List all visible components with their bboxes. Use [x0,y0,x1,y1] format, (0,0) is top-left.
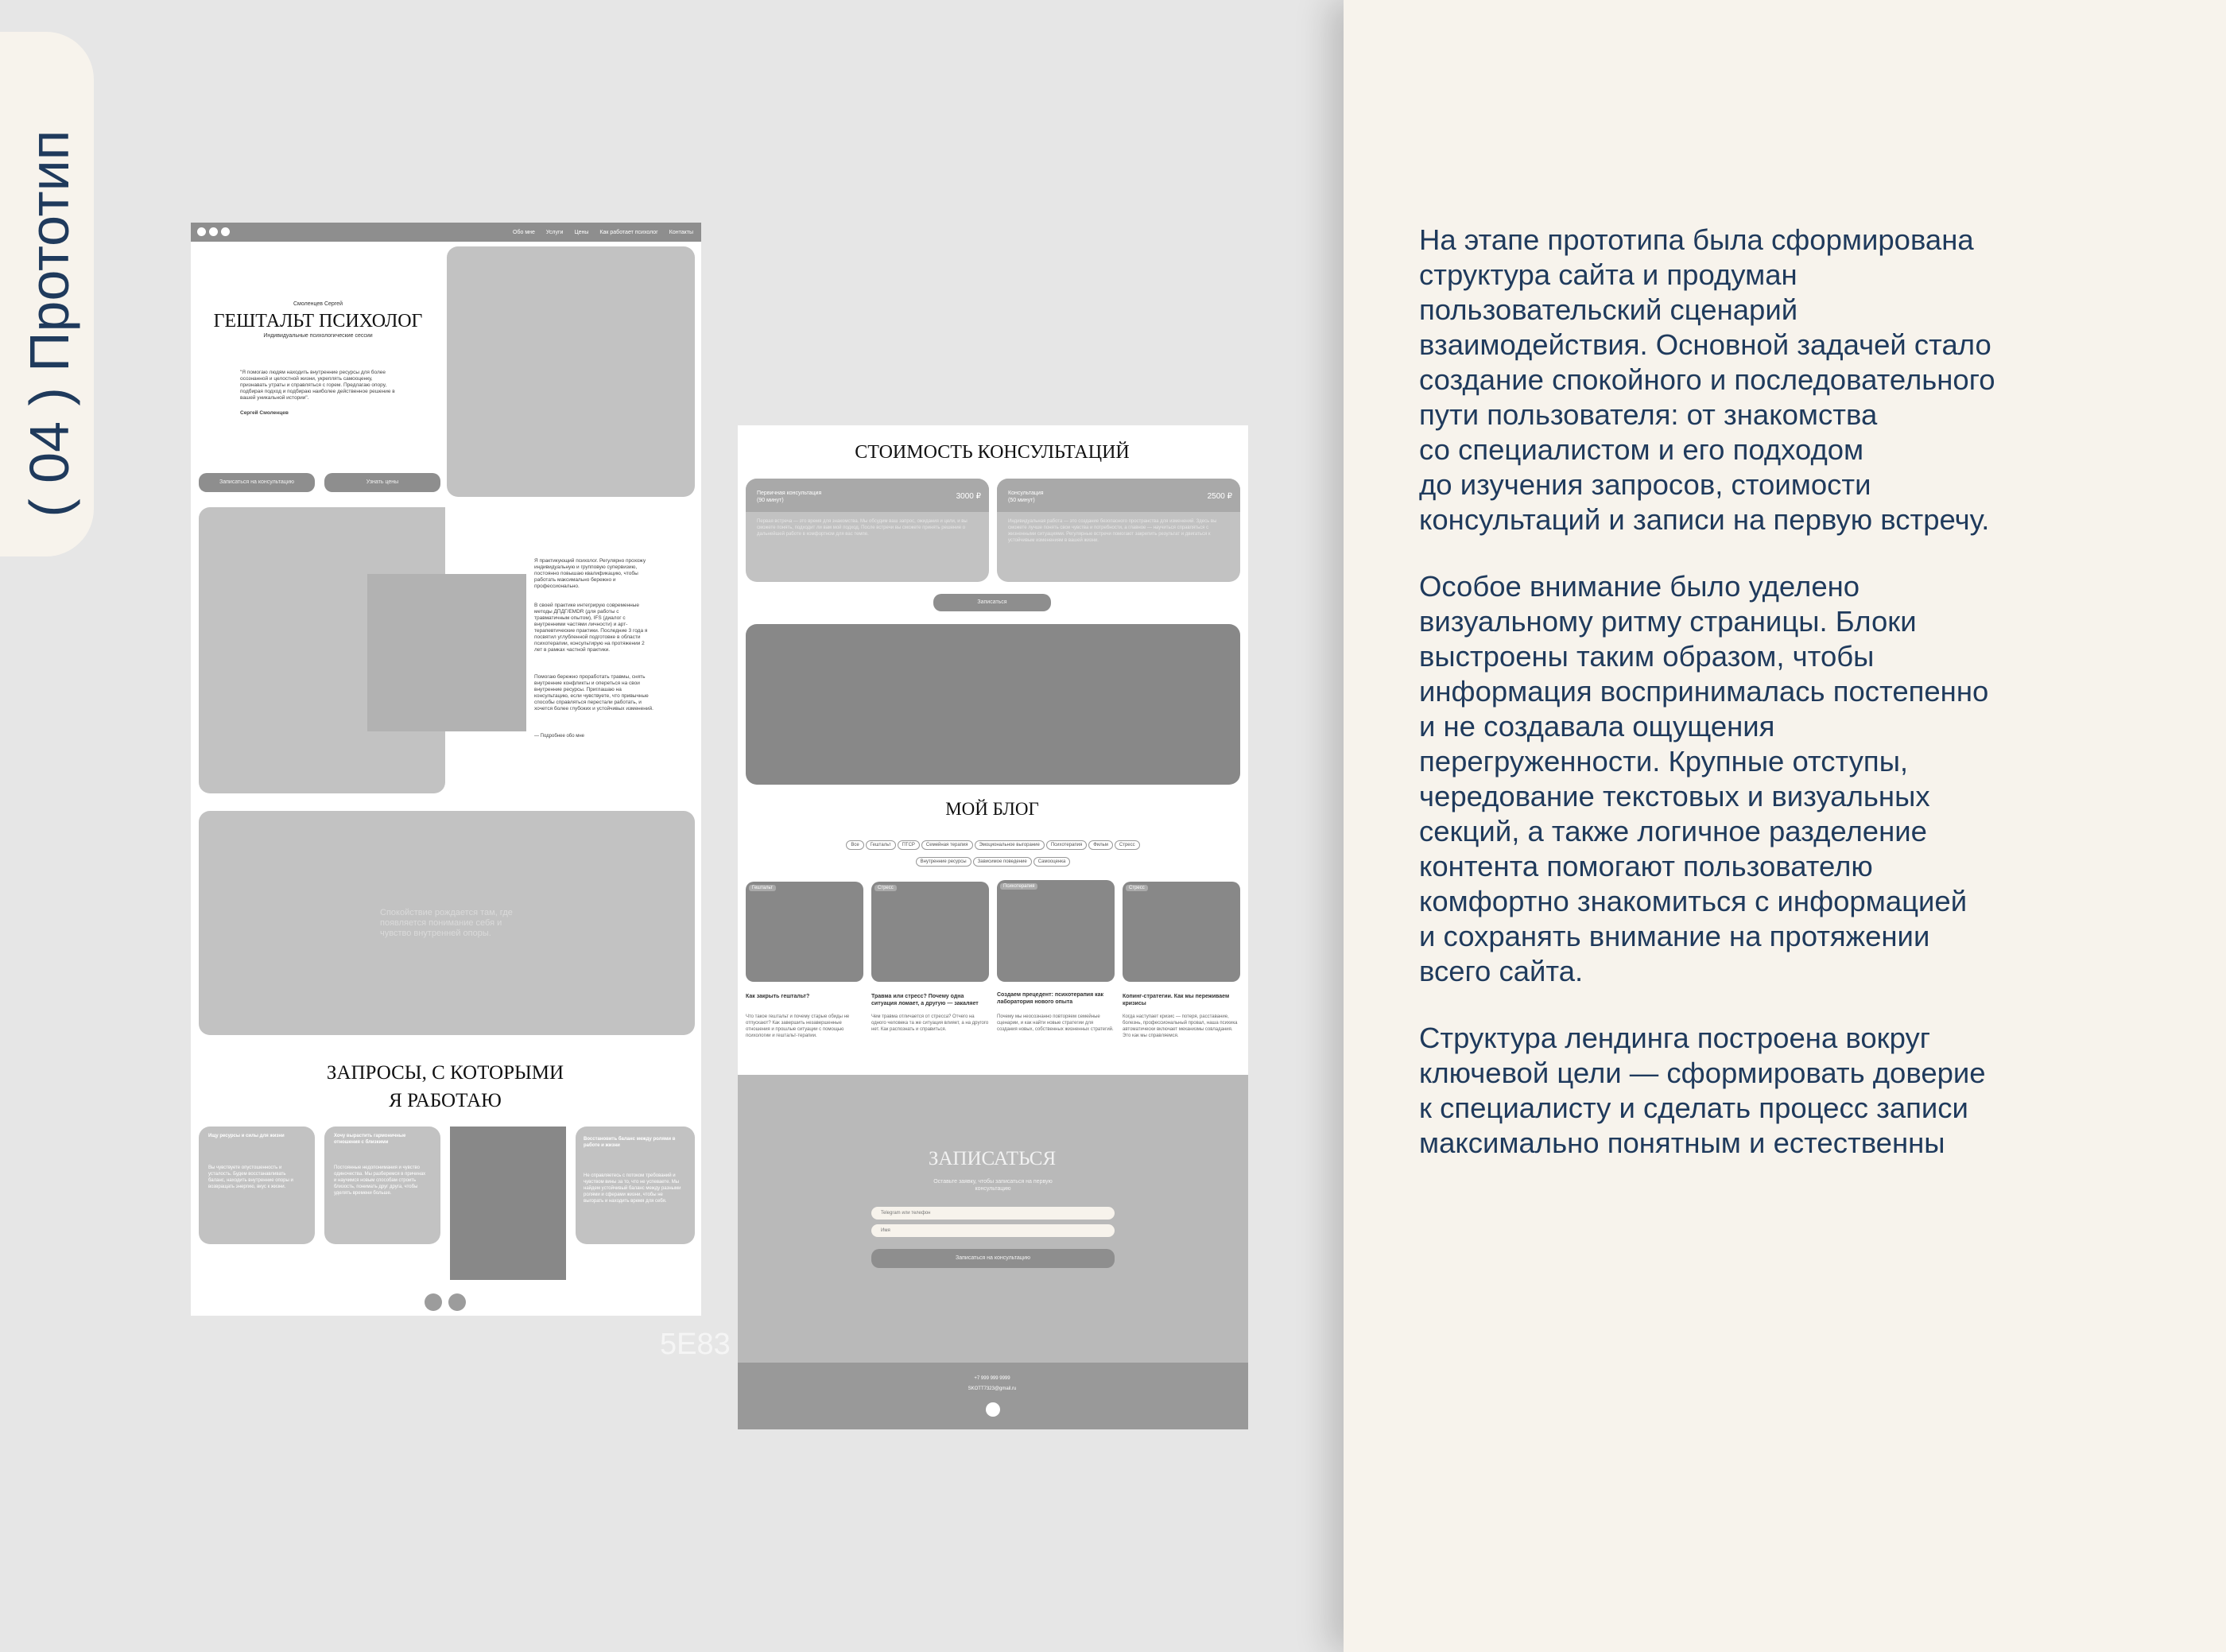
price-card-price: 2500 ₽ [1207,492,1232,501]
footer-email[interactable]: SKOTT7323@gmail.ru [968,1386,1017,1391]
nav-link-how[interactable]: Как работает психолог [599,229,658,235]
requests-title-line2: Я РАБОТАЮ [389,1090,502,1111]
request-image-placeholder [450,1127,566,1280]
description-paragraph-3: Структура лендинга построена вокруг ключевой цели — сформировать доверие к специалисту и сделать процесс записи максимально понятным и естественны [1419,1022,1986,1159]
price-card-duration: (90 минут) [757,498,784,503]
pricing-book-button[interactable]: Записаться [933,594,1051,611]
about-paragraph-2: В своей практике интегрирую современные методы ДПДГ/EMDR (для работы с травматичным опытом), IFS (диалог с внутренними частями личности) и арт-терапевтические практики. Последние 3 года я посвятил углубленной подготовке в области психотерапии, консультирую на протяжении 2 лет в рамках частной практики. [534,603,648,653]
carousel-prev-button[interactable] [425,1293,442,1311]
price-card-text: Первая встреча — это время для знакомства. Мы обсудим ваш запрос, ожидания и цели, и вы сможете понять, подходит ли вам мой подход. После встречи вы сможете принять решение о дальнейшей работе в комфортном для вас темпе. [757,519,968,537]
price-card-name: Консультация [1008,491,1044,496]
signup-submit-button[interactable]: Записаться на консультацию [871,1249,1115,1268]
blog-post-text: Чем травма отличается от стресса? Отчего на одного человека та же ситуация влияет, а на другого нет. Как распознать и справиться. [871,1014,989,1032]
blog-post-title[interactable]: Копинг-стратегии. Как мы переживаем кризисы [1123,994,1230,1006]
carousel-next-button[interactable] [448,1293,466,1311]
section-label: ( 04 ) Прототип [18,130,80,518]
hero-quote: "Я помогаю людям находить внутренние ресурсы для более осознанной и целостной жизни, укреплять самооценку, признавать утраты и справляться с горем. Предлагаю опору, подбирая подход и подбираю наиболее действенное решение в вашей уникальной истории". [240,370,395,401]
hero-prices-button[interactable]: Узнать цены [324,473,440,492]
blog-tag[interactable]: Самооценка [1034,857,1071,867]
blog-post-label: Психотерапия [1000,883,1037,890]
blog-post-image[interactable] [746,882,863,982]
blog-tag[interactable]: Внутренние ресурсы [916,857,971,867]
blog-post-text: Что такое гештальт и почему старые обиды не отпускают? Как завершить незавершенные отношения и прошлые ситуации с помощью психологии и гештальт-терапии. [746,1014,850,1038]
banner-text: Спокойствие рождается там, где появляется понимание себя и чувство внутренней опоры. [380,908,513,938]
price-card-price: 3000 ₽ [956,492,981,501]
price-card [997,479,1240,582]
blog-post-label: Стресс [1126,885,1148,891]
about-paragraph-3: Помогаю бережно проработать травмы, снять внутренние конфликты и опереться на свои внутренние ресурсы. Приглашаю на консультацию, если чувствуете, что привычные способы справляться перестали работать, и хочется более глубоких и устойчивых изменений. [534,674,653,712]
footer-phone[interactable]: +7 999 999 9999 [974,1376,1010,1381]
blog-post-title[interactable]: Создаем прецедент: психотерапия как лаборатория нового опыта [997,992,1104,1005]
blog-tag[interactable]: Стресс [1115,840,1140,850]
signup-title: ЗАПИСАТЬСЯ [928,1148,1057,1169]
nav-link-contacts[interactable]: Контакты [669,229,693,235]
prototype-page-1 [191,223,701,1316]
nav-link-about[interactable]: Обо мне [513,229,535,235]
about-paragraph-1: Я практикующий психолог. Регулярно прохожу индивидуальную и групповую супервизию, постоянно повышаю квалификацию, чтобы работать максимально бережно и профессионально. [534,558,646,589]
blog-title: МОЙ БЛОГ [945,799,1039,819]
mock-navbar [191,223,701,242]
request-card-title: Хочу вырастить гармоничные отношения с близкими [334,1134,406,1145]
request-card[interactable] [324,1127,440,1244]
hero-subtitle: Индивидуальные психологические сессии [263,333,373,339]
pricing-title: СТОИМОСТЬ КОНСУЛЬТАЦИЙ [855,442,1130,463]
request-card[interactable] [576,1127,695,1244]
hero-image-placeholder [447,246,695,497]
blog-tag[interactable]: Психотерапия [1046,840,1087,850]
request-card-text: Не справляетесь с потоком требований и чувством вины за то, что не успеваете. Мы найдем устойчивый баланс между разными ролями и сферами жизни, чтобы не выгорать и находить время для себя. [584,1173,681,1204]
blog-post-text: Почему мы неосознанно повторяем семейные сценарии, и как найти новые стратегии для создания новых, собственных жизненных стратегий. [997,1014,1114,1032]
price-card-text: Индивидуальная работа — это создание безопасного пространства для изменений. Здесь вы сможете лучше понять свои чувства и потребности, а главное — научиться справляться с жизненными ситуациями. Регулярные встречи помогают закрепить результат и двигаться к устойчивым изменениям в вашей жизни. [1008,519,1217,543]
nav-link-services[interactable]: Услуги [545,229,564,235]
nav-links [513,223,693,242]
blog-tag[interactable]: Зависимое поведение [973,857,1032,867]
blog-post-image[interactable] [1123,882,1240,982]
about-more-link[interactable]: — Подробнее обо мне [534,734,585,739]
blog-tag[interactable]: Семейная терапия [921,840,973,850]
hero-author: Сергей Смоленцев [240,410,289,416]
signup-subtitle: Оставьте заявку, чтобы записаться на первую консультацию [933,1179,1053,1192]
hero-book-button[interactable]: Записаться на консультацию [199,473,315,492]
phone-icon[interactable] [209,227,218,236]
signup-name-input[interactable]: Имя [871,1224,1115,1237]
description [1419,223,2119,1192]
blog-tag[interactable]: Все [846,840,863,850]
blog-post-title[interactable]: Как закрыть гештальт? [746,994,810,999]
price-card [746,479,989,582]
request-card-title: Восстановить баланс между ролями в работе и жизни [584,1137,676,1148]
watermark: 5E83 [660,1328,731,1361]
blog-tag[interactable]: Эмоциональное выгорание [975,840,1045,850]
price-card-name: Первичная консультация [757,491,822,496]
blog-post-image[interactable] [997,880,1115,982]
description-paragraph-2: Особое внимание было уделено визуальному ритму страницы. Блоки выстроены таким образом, чтобы информация воспринималась постепенно и не создавала ощущения перегруженности. Крупные отступы, чередование текстовых и визуальных секций, а также логичное разделение контента помогают пользователю комфортно знакомиться с информацией и сохранять внимание на протяжении всего сайта. [1419,570,1989,987]
prototype-page-2 [738,425,1248,1429]
footer [738,1363,1248,1429]
hero-overline: Смоленцев Сергей [293,301,343,307]
hero-title: ГЕШТАЛЬТ ПСИХОЛОГ [213,311,423,332]
blog-post-image[interactable] [871,882,989,982]
blog-post-title[interactable]: Травма или стресс? Почему одна ситуация ломает, а другую — закаляет [871,994,979,1006]
telegram-icon[interactable] [986,1402,1000,1417]
video-placeholder [746,624,1240,785]
requests-title-line1: ЗАПРОСЫ, С КОТОРЫМИ [326,1062,564,1084]
blog-tag[interactable]: ПТСР [898,840,920,850]
blog-post-label: Гештальт [749,885,776,891]
signup-contact-input[interactable]: Telegram или телефон [871,1207,1115,1220]
blog-tags [785,836,1200,869]
blog-tag[interactable]: Фильм [1088,840,1113,850]
price-card-duration: (50 минут) [1008,498,1035,503]
signup-section [738,1075,1248,1363]
blog-tag[interactable]: Гештальт [866,840,896,850]
blog-post-text: Когда наступает кризис — потеря, расставание, болезнь, профессиональный провал, наша психика автоматически включает механизмы совладания. Это как мы справляемся. [1123,1014,1238,1038]
about-image-overlay [367,574,526,731]
request-card-title: Ищу ресурсы и силы для жизни [208,1134,285,1138]
description-paragraph-1: На этапе прототипа была сформирована структура сайта и продуман пользовательский сценарий взаимодействия. Основной задачей стало создание спокойного и последовательного пути пользователя: от знакомства со специалистом и его подходом до изучения запросов, стоимости консультаций и записи на первую встречу. [1419,223,1995,536]
request-card-text: Постоянные недопонимания и чувство одиночества. Мы разберемся в причинах и научимся новым способам строить близость, понимать друг друга, чтобы уделять времени больше. [334,1165,426,1196]
mail-icon[interactable] [221,227,230,236]
nav-link-prices[interactable]: Цены [574,229,589,235]
requests-title [286,1059,604,1115]
request-card[interactable] [199,1127,315,1244]
blog-post-label: Стресс [874,885,897,891]
request-card-text: Вы чувствуете опустошенность и усталость. Будем восстанавливать баланс, находить внутренние опоры и возвращать энергию, вкус к жизни. [208,1165,293,1189]
telegram-icon[interactable] [197,227,206,236]
section-tab [0,32,94,556]
